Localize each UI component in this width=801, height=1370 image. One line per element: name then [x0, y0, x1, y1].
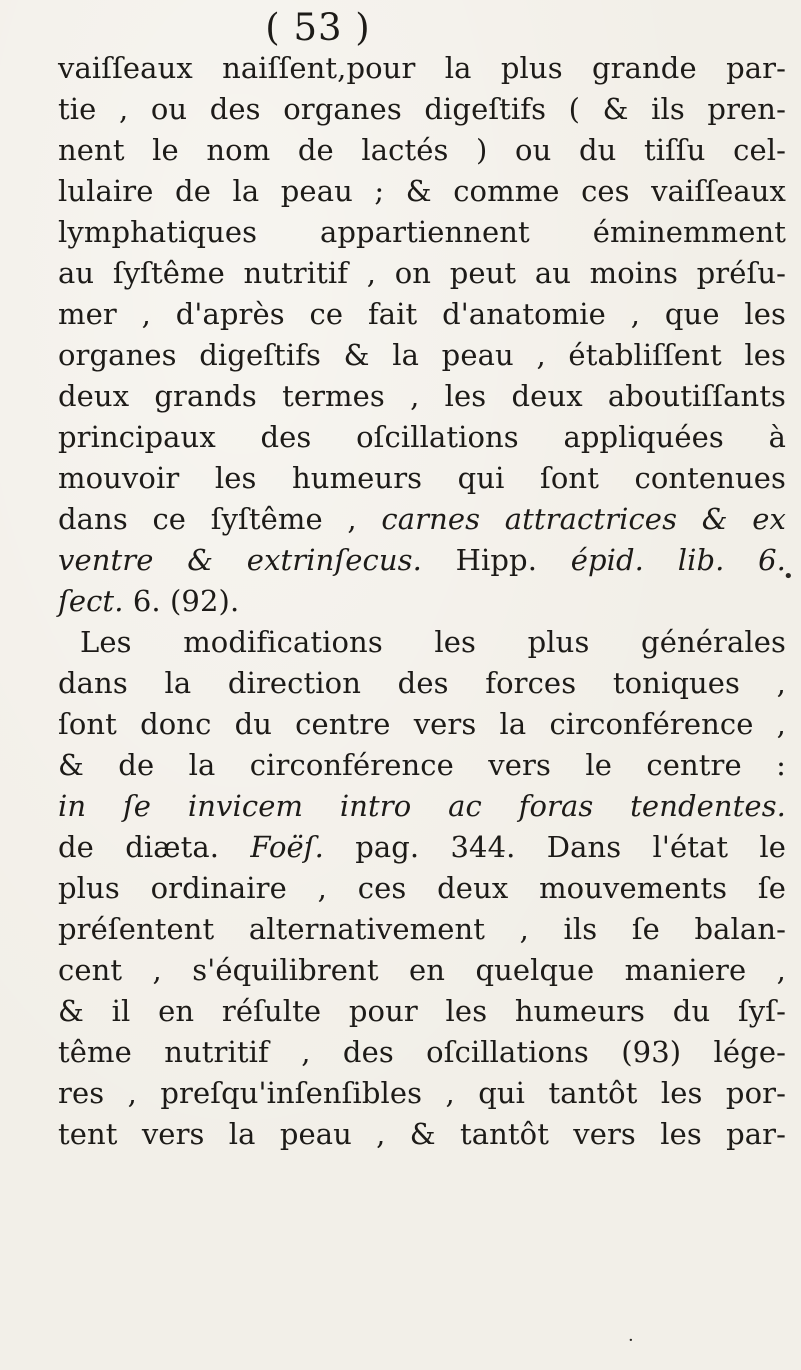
- text-line-20-italic: Foëſ.: [250, 830, 324, 864]
- text-line-13: [58, 540, 786, 581]
- text-line-20-roman: de diæta.: [58, 830, 251, 864]
- text-line-23: cent , s'équilibrent en quelque maniere ,: [58, 953, 786, 987]
- text-line-19-italic: in ſe invicem intro ac foras tendentes.: [58, 789, 786, 823]
- text-line-2: tie , ou des organes digeſtifs ( & ils pren-: [58, 92, 786, 126]
- text-line-14: [58, 581, 786, 622]
- text-line-10: principaux des oſcillations appliquées à: [58, 420, 786, 454]
- text-line-5: lymphatiques appartiennent éminemment: [58, 215, 786, 249]
- text-line-6: au ſyſtême nutritif , on peut au moins préſu-: [58, 256, 786, 290]
- text-line-13-italic: ventre & extrinſecus.: [58, 543, 422, 577]
- text-line-26: res , preſqu'inſenſibles , qui tantôt les por-: [58, 1076, 786, 1110]
- text-line-12: [58, 499, 786, 540]
- body-text: [58, 48, 786, 1155]
- text-line-4: lulaire de la peau ; & comme ces vaiſſeaux: [58, 174, 786, 208]
- text-line-12-roman: dans ce ſyſtême ,: [58, 502, 382, 536]
- text-line-12-italic: carnes attractrices & ex: [381, 502, 786, 536]
- text-line-15: Les modifications les plus générales: [80, 625, 786, 659]
- text-line-11: mouvoir les humeurs qui ſont contenues: [58, 461, 786, 495]
- text-line-20-roman-2: pag. 344. Dans l'état le: [323, 830, 787, 864]
- ink-speck-margin: •: [783, 566, 794, 587]
- text-line-3: nent le nom de lactés ) ou du tiſſu cel-: [58, 133, 786, 167]
- text-line-1: vaiſſeaux naiſſent,pour la plus grande par-: [58, 51, 786, 85]
- text-line-18: & de la circonférence vers le centre :: [58, 748, 786, 782]
- text-line-8: organes digeſtifs & la peau , établiſſent les: [58, 338, 786, 372]
- text-line-27: tent vers la peau , & tantôt vers les par-: [58, 1117, 786, 1151]
- text-line-22: préſentent alternativement , ils ſe balan-: [58, 912, 786, 946]
- text-line-19: [58, 786, 786, 827]
- ink-speck-bottom: ·: [628, 1330, 634, 1351]
- text-line-13-roman: Hipp.: [421, 543, 571, 577]
- text-line-25: tême nutritif , des oſcillations (93) lége-: [58, 1035, 786, 1069]
- text-line-21: plus ordinaire , ces deux mouvements ſe: [58, 871, 786, 905]
- text-line-24: & il en réſulte pour les humeurs du ſyſ-: [58, 994, 786, 1028]
- text-line-7: mer , d'après ce fait d'anatomie , que les: [58, 297, 786, 331]
- text-line-13-italic-ref: épid. lib. 6.: [570, 543, 786, 577]
- text-line-17: ſont donc du centre vers la circonférence ,: [58, 707, 786, 741]
- text-line-20: [58, 827, 786, 868]
- text-line-14-roman: 6. (92).: [123, 584, 240, 618]
- text-line-16: dans la direction des forces toniques ,: [58, 666, 786, 700]
- text-line-14-italic: ſect.: [58, 584, 124, 618]
- text-line-9: deux grands termes , les deux aboutiſſants: [58, 379, 786, 413]
- page-number: ( 53 ): [265, 6, 371, 49]
